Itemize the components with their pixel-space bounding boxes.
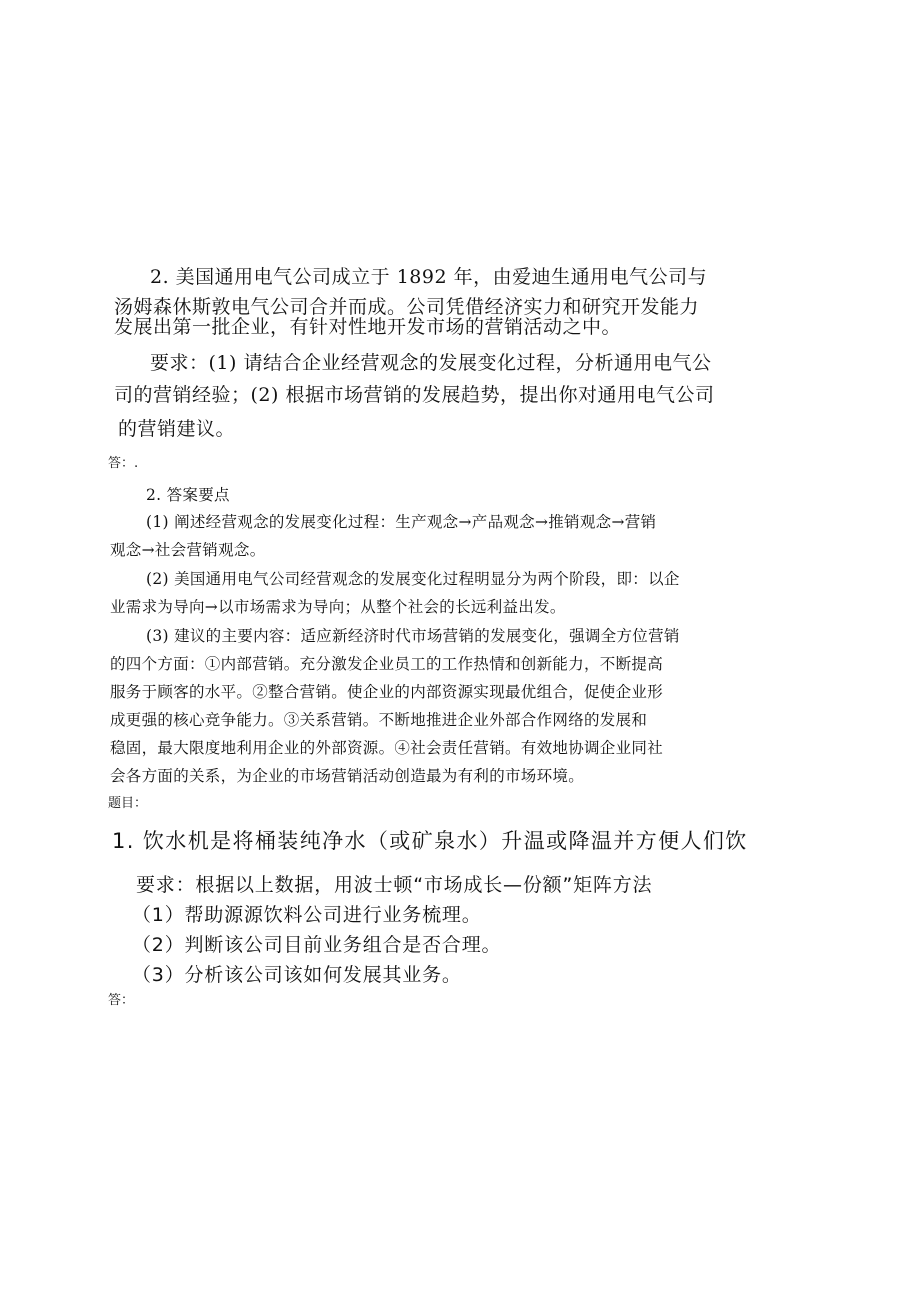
answer-line-1: (1) 阐述经营观念的发展变化过程：生产观念→产品观念→推销观念→营销 [146, 513, 657, 531]
question2-line-4: 要求：(1) 请结合企业经营观念的发展变化过程，分析通用电气公 [150, 352, 712, 374]
answer-line-3: (2) 美国通用电气公司经营观念的发展变化过程明显分为两个阶段，即：以企 [146, 570, 680, 588]
answer-line-7: 服务于顾客的水平。②整合营销。使企业的内部资源实现最优组合，促使企业形 [110, 683, 664, 701]
question2-line-1: 2. 美国通用电气公司成立于 1892 年，由爱迪生通用电气公司与 [150, 266, 708, 288]
question1-line-1: 要求：根据以上数据，用波士顿“市场成长—份额”矩阵方法 [136, 874, 653, 896]
question2-line-5: 司的营销经验；(2) 根据市场营销的发展趋势，提出你对通用电气公司 [114, 384, 715, 406]
question2-line-2: 汤姆森休斯敦电气公司合并而成。公司凭借经济实力和研究开发能力 [114, 296, 700, 318]
topic-label: 题目： [108, 796, 148, 811]
answer-line-6: 的四个方面：①内部营销。充分激发企业员工的工作热情和创新能力，不断提高 [110, 655, 664, 673]
answer-label-1: 答：. [108, 456, 139, 471]
answer-line-9: 稳固，最大限度地利用企业的外部资源。④社会责任营销。有效地协调企业同社 [110, 739, 664, 757]
question1-line-3: （2）判断该公司目前业务组合是否合理。 [132, 934, 502, 956]
answer-line-10: 会各方面的关系，为企业的市场营销活动创造最为有利的市场环境。 [110, 767, 585, 785]
question1-line-4: （3）分析该公司该如何发展其业务。 [132, 964, 462, 986]
question2-line-3-clipped [114, 316, 622, 338]
answer-line-4: 业需求为导向→以市场需求为导向；从整个社会的长远利益出发。 [110, 598, 566, 616]
question1-head: 1. 饮水机是将桶装纯净水（或矿泉水）升温或降温并方便人们饮 [112, 829, 748, 853]
question2-line-6: 的营销建议。 [118, 418, 236, 440]
answer-heading: 2. 答案要点 [146, 486, 230, 504]
question2-line-3: 发展出第一批企业，有针对性地开发市场的营销活动之中。 [114, 316, 622, 338]
answer-line-5: (3) 建议的主要内容：适应新经济时代市场营销的发展变化，强调全方位营销 [146, 627, 680, 645]
answer-line-2: 观念→社会营销观念。 [110, 541, 266, 559]
answer-line-8: 成更强的核心竞争能力。③关系营销。不断地推进企业外部合作网络的发展和 [110, 711, 648, 729]
question1-line-2: （1）帮助源源饮料公司进行业务梳理。 [132, 904, 482, 926]
answer-label-2: 答： [108, 993, 135, 1008]
